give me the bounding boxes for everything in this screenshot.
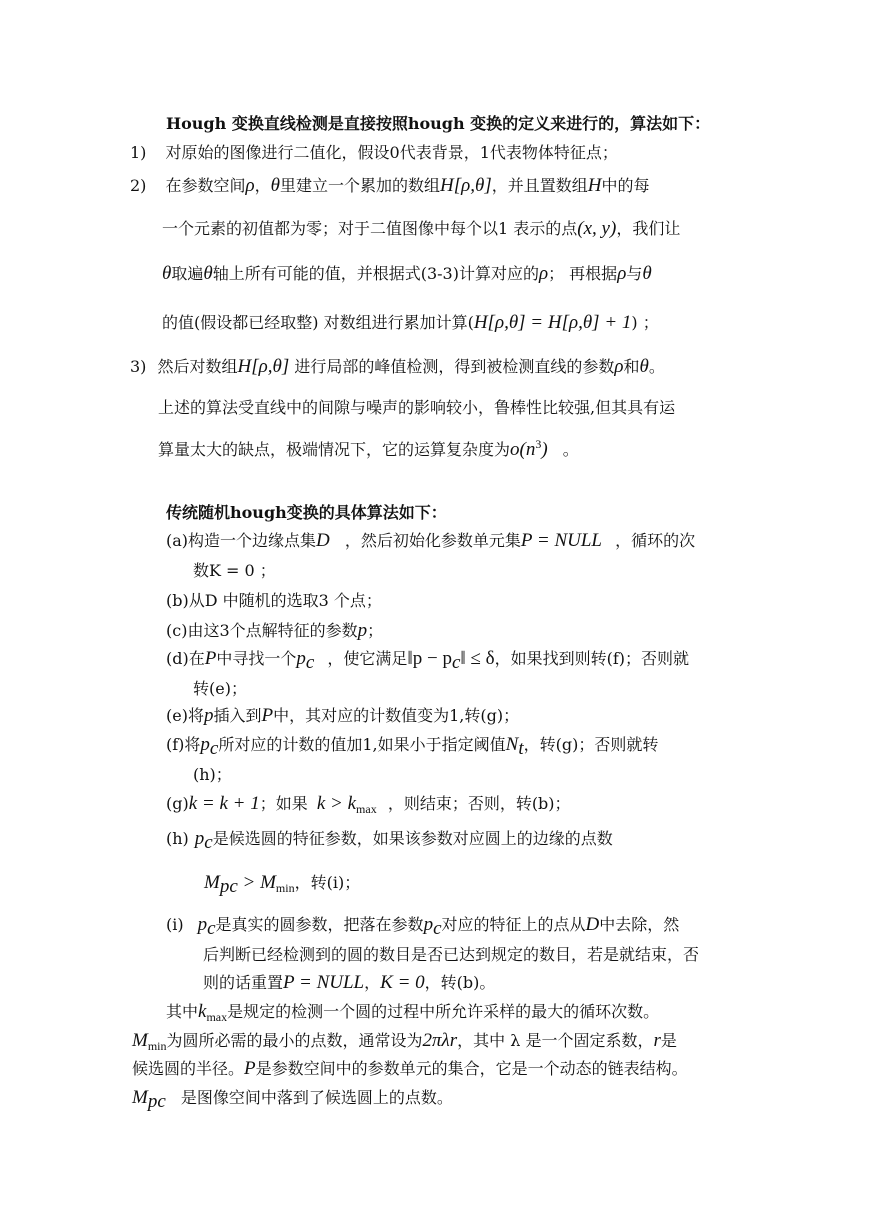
text: 则的话重置 bbox=[203, 973, 284, 992]
theta-symbol: θ bbox=[639, 356, 649, 377]
step-number: 1) bbox=[130, 143, 147, 162]
text: ， bbox=[254, 176, 271, 195]
increment-formula: k = k + 1 bbox=[188, 793, 260, 814]
paragraph-line: 上述的算法受直线中的间隙与噪声的影响较小，鲁棒性比较强,但其具有运 bbox=[158, 398, 676, 417]
text: 对应的特征上的点从 bbox=[441, 915, 586, 934]
M-symbol: M bbox=[132, 1087, 148, 1108]
subscript: pc bbox=[147, 1091, 166, 1112]
text: ；如果 bbox=[259, 794, 308, 813]
text: 然后对数组 bbox=[157, 357, 238, 376]
text: 插入到 bbox=[213, 706, 262, 725]
gt-M: > M bbox=[237, 872, 276, 893]
text: ) ； bbox=[631, 313, 659, 332]
text: 和 bbox=[623, 357, 640, 376]
item-g bbox=[166, 794, 571, 819]
subscript: max bbox=[356, 802, 377, 816]
exponent: 3 bbox=[535, 437, 542, 451]
item-a-line-1 bbox=[166, 531, 695, 551]
p-symbol: p bbox=[203, 705, 214, 726]
circumference-formula: 2πλr bbox=[422, 1030, 458, 1051]
text: 算量太大的缺点，极端情况下，它的运算复杂度为 bbox=[158, 440, 511, 459]
section1-heading: Hough 变换直线检测是直接按照hough 变换的定义来进行的，算法如下： bbox=[166, 114, 711, 133]
subscript: min bbox=[275, 881, 295, 895]
step-text: 对原始的图像进行二值化，假设0代表背景，1代表物体特征点； bbox=[165, 143, 618, 162]
P-symbol: P bbox=[244, 1058, 256, 1079]
theta-symbol: θ bbox=[270, 175, 281, 196]
step-2-line-4 bbox=[162, 313, 659, 333]
step-1 bbox=[130, 143, 618, 163]
text: ，如果找到则转(f)；否则就 bbox=[494, 649, 690, 668]
k-max-condition: k > k bbox=[316, 793, 357, 814]
text: 中的每 bbox=[601, 176, 650, 195]
text: ，其中 λ 是一个固定系数， bbox=[457, 1031, 654, 1050]
H-symbol: H bbox=[587, 175, 602, 196]
subscript: c bbox=[207, 918, 216, 939]
text: ，我们让 bbox=[616, 219, 681, 238]
pc-symbol: p bbox=[194, 828, 205, 849]
paragraph-line bbox=[132, 1059, 688, 1079]
text: (i) bbox=[166, 915, 184, 934]
pc-symbol: p bbox=[423, 914, 434, 935]
section2-heading: 传统随机hough变换的具体算法如下： bbox=[166, 503, 447, 522]
text: 是规定的检测一个圆的过程中所允许采样的最大的循环次数。 bbox=[227, 1002, 660, 1021]
pc-symbol: p bbox=[200, 734, 210, 755]
text: 是候选圆的特征参数，如果该参数对应圆上的边缘的点数 bbox=[212, 829, 613, 848]
step-number: 3) bbox=[130, 357, 147, 376]
text: 的值(假设都已经取整) 对数组进行累加计算( bbox=[162, 313, 474, 332]
text: 。 bbox=[562, 440, 579, 459]
step-2-line-1 bbox=[130, 176, 650, 196]
P-null: P = NULL bbox=[520, 530, 602, 551]
text: ，转(b)。 bbox=[424, 973, 496, 992]
text: 里建立一个累加的数组 bbox=[280, 176, 441, 195]
rho-symbol: ρ bbox=[614, 356, 624, 377]
subscript: pc bbox=[219, 876, 238, 897]
text: ，则结束；否则，转(b)； bbox=[387, 794, 571, 813]
subscript: t bbox=[518, 738, 524, 759]
text: 为圆所必需的最小的点数，通常设为 bbox=[166, 1031, 423, 1050]
paragraph-line bbox=[132, 1088, 453, 1112]
item-i-line-3 bbox=[203, 973, 495, 993]
text: 是图像空间中落到了候选圆上的点数。 bbox=[180, 1088, 453, 1107]
r-symbol: r bbox=[653, 1030, 661, 1051]
rho-symbol: ρ bbox=[245, 175, 255, 196]
text: ，转(i)； bbox=[294, 873, 361, 892]
text: 是参数空间中的参数单元的集合，它是一个动态的链表结构。 bbox=[255, 1059, 688, 1078]
text: (h) bbox=[166, 829, 189, 848]
step-3 bbox=[130, 357, 665, 377]
text: 中寻找一个 bbox=[216, 649, 297, 668]
text: 在参数空间 bbox=[165, 176, 246, 195]
P-symbol: P bbox=[204, 648, 217, 669]
text: (c)由这3个点解特征的参数 bbox=[166, 621, 358, 640]
subscript: max bbox=[206, 1010, 228, 1024]
text: (d)在 bbox=[166, 649, 205, 668]
item-d-line-1 bbox=[166, 649, 689, 673]
text: 是真实的圆参数，把落在参数 bbox=[215, 915, 424, 934]
text: 候选圆的半径。 bbox=[132, 1059, 245, 1078]
text: 中去除，然 bbox=[599, 915, 680, 934]
item-f-line-2: (h)； bbox=[193, 765, 232, 784]
subscript: c bbox=[451, 652, 461, 673]
paren: ) bbox=[541, 439, 548, 460]
item-a-line-2: 数K = 0 ； bbox=[193, 561, 276, 580]
threshold-symbol: N bbox=[505, 734, 519, 755]
D-symbol: D bbox=[316, 530, 330, 551]
accumulate-formula: H[ρ,θ] = H[ρ,θ] + 1 bbox=[473, 312, 632, 333]
item-i-line-2: 后判断已经检测到的圆的数目是否已达到规定的数目，若是就结束，否 bbox=[203, 945, 700, 964]
pc-symbol: p bbox=[197, 914, 208, 935]
K-zero: K = 0 bbox=[380, 972, 425, 993]
item-c bbox=[166, 621, 383, 641]
text: 中，其对应的计数值变为1,转(g)； bbox=[273, 706, 520, 725]
k-symbol: k bbox=[198, 1001, 207, 1022]
text: 所对应的计数的值加1,如果小于指定阈值 bbox=[218, 735, 506, 754]
text: 。 bbox=[648, 357, 665, 376]
text: (f)将 bbox=[166, 735, 201, 754]
accumulator-array: H[ρ,θ] bbox=[237, 356, 290, 377]
norm-condition: ‖p − p bbox=[407, 648, 452, 669]
accumulator-array: H[ρ,θ] bbox=[440, 175, 492, 196]
theta-symbol: θ bbox=[203, 263, 213, 284]
delta-bound: ‖ ≤ δ bbox=[460, 648, 495, 669]
text: 取遍 bbox=[171, 264, 204, 283]
text: (e)将 bbox=[166, 706, 204, 725]
text: 其中 bbox=[166, 1002, 199, 1021]
rho-symbol: ρ bbox=[617, 263, 627, 284]
p-symbol: p bbox=[357, 620, 368, 641]
text: (g) bbox=[166, 794, 189, 813]
paragraph-line bbox=[132, 1031, 677, 1056]
M-symbol: M bbox=[132, 1030, 148, 1051]
text: ，循环的次 bbox=[615, 531, 696, 550]
M-symbol: M bbox=[204, 872, 220, 893]
text: ， bbox=[364, 973, 381, 992]
step-2-line-2 bbox=[162, 219, 680, 239]
text: ，并且置数组 bbox=[491, 176, 588, 195]
item-b: (b)从D 中随机的选取3 个点； bbox=[166, 591, 382, 610]
text: 进行局部的峰值检测，得到被检测直线的参数 bbox=[294, 357, 615, 376]
subscript: c bbox=[305, 652, 315, 673]
item-f-line-1 bbox=[166, 735, 658, 759]
subscript: c bbox=[204, 832, 213, 853]
subscript: min bbox=[147, 1039, 167, 1053]
text: (a)构造一个边缘点集 bbox=[166, 531, 317, 550]
D-symbol: D bbox=[585, 914, 600, 935]
item-e bbox=[166, 706, 519, 726]
subscript: c bbox=[209, 738, 219, 759]
complexity-formula: o(n bbox=[510, 439, 536, 460]
text: 轴上所有可能的值，并根据式(3-3)计算对应的 bbox=[212, 264, 539, 283]
paragraph-line bbox=[166, 1002, 659, 1027]
theta-symbol: θ bbox=[162, 263, 172, 284]
item-h-line-1 bbox=[166, 829, 613, 853]
text: ，然后初始化参数单元集 bbox=[344, 531, 521, 550]
subscript: c bbox=[433, 918, 442, 939]
step-number: 2) bbox=[130, 176, 147, 195]
item-d-line-2: 转(e)； bbox=[193, 679, 247, 698]
paragraph-line bbox=[158, 434, 579, 460]
text: ； 再根据 bbox=[548, 264, 618, 283]
text: 是 bbox=[660, 1031, 677, 1050]
step-2-line-3 bbox=[162, 264, 652, 284]
text: 与 bbox=[626, 264, 643, 283]
pc-symbol: p bbox=[296, 648, 306, 669]
point-xy: (x, y) bbox=[577, 218, 617, 239]
item-h-line-2 bbox=[204, 873, 360, 898]
P-null: P = NULL bbox=[283, 972, 365, 993]
text: ，使它满足 bbox=[327, 649, 408, 668]
P-symbol: P bbox=[261, 705, 274, 726]
item-i-line-1 bbox=[166, 915, 679, 939]
theta-symbol: θ bbox=[642, 263, 652, 284]
text: 一个元素的初值都为零；对于二值图像中每个以1 表示的点 bbox=[162, 219, 578, 238]
rho-symbol: ρ bbox=[538, 263, 549, 284]
text: ，转(g)；否则就转 bbox=[523, 735, 659, 754]
text: ； bbox=[367, 621, 384, 640]
